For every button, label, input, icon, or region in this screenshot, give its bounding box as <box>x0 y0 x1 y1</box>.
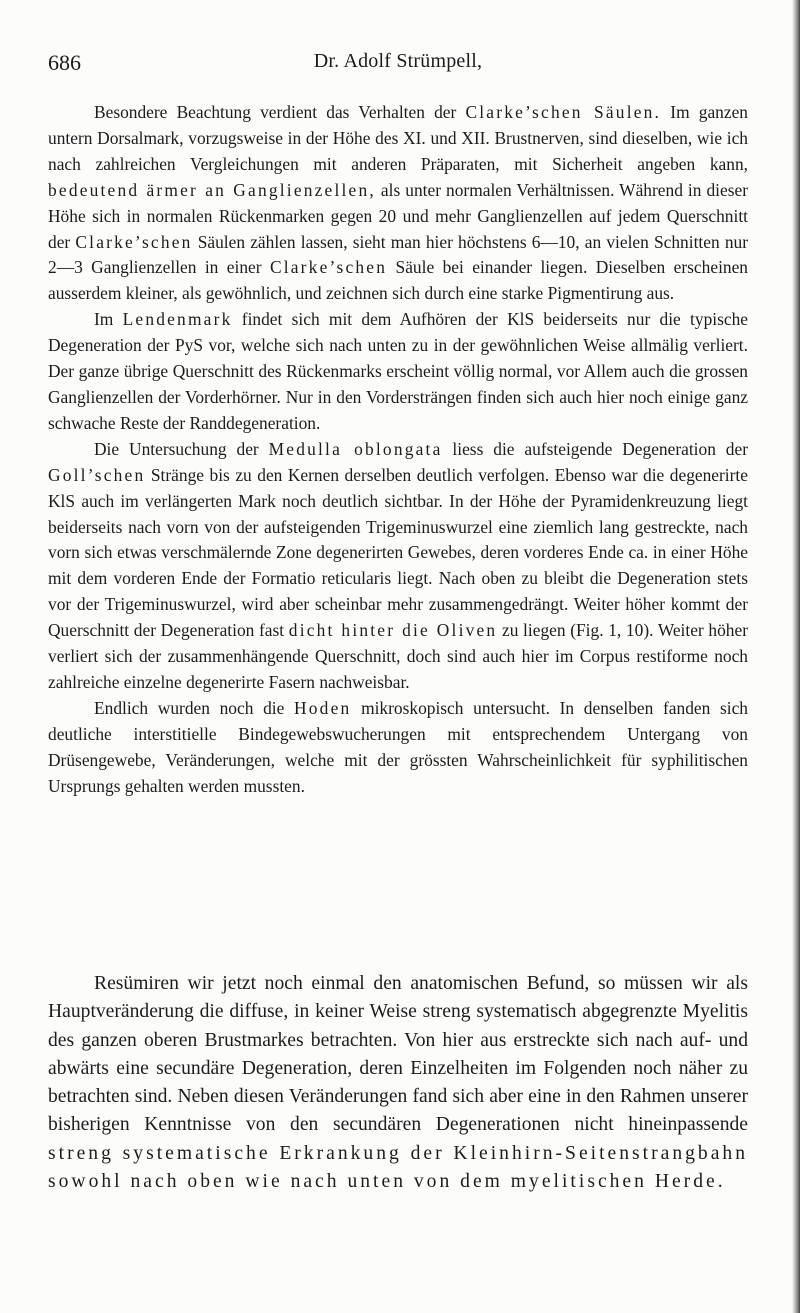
paragraph-medulla-oblongata <box>48 437 748 696</box>
text-run: als unter normalen Verhältnissen. Während in dieser Höhe sich in normalen Rückenmarken gegen 20 und mehr Ganglienzellen auf jedem Querschnitt der <box>48 179 748 252</box>
text-run: Säule bei einander liegen. Dieselben erscheinen ausserdem kleiner, als gewöhnlich, und zeichnen sich durch eine starke Pigmentirung aus. <box>48 257 749 304</box>
text-run: Resümiren wir jetzt noch einmal den anatomischen Befund, so müssen wir als Hauptveränderung die diffuse, in keiner Weise streng systematisch abgegrenzte Myelitis des ganzen oberen Brustmarkes betrachten. Von hier aus erstreckte sich nach auf- und abwärts eine secundäre Degeneration, deren Einzelheiten im Folgenden noch näher zu betrachten sind. Neben diesen Veränderungen fand sich aber eine in den Rahmen unserer bisherigen Kenntnisse von den secundären Degenerationen nicht hineinpassende <box>48 973 748 1136</box>
spaced-emphasis: Clarke’schen <box>75 231 193 252</box>
page-number: 686 <box>48 50 81 75</box>
main-print-section <box>48 970 748 1196</box>
spaced-emphasis: Goll’schen <box>48 464 146 485</box>
spaced-emphasis: Medulla oblongata <box>268 438 443 459</box>
spaced-emphasis: Clarke’schen Säulen. <box>465 102 662 122</box>
paragraph-summary-findings <box>48 970 748 1196</box>
text-run: Besondere Beachtung verdient das Verhalten der <box>94 102 466 122</box>
spaced-emphasis: Hoden <box>294 697 352 718</box>
text-run: Stränge bis zu den Kernen derselben deutlich verfolgen. Ebenso war die degenerirte KlS auch im verlängerten Mark noch deutlich sichtbar. In der Höhe der Pyramidenkreuzung liegt beiderseits nach vorn von der aufsteigenden Trigeminuswurzel eine ziemlich lang gestreckte, nach vorn sich etwas verschmälernde Zone degenerirten Gewebes, deren vorderes Ende ca. in einer Höhe mit dem vorderen Ende der Formatio reticularis liegt. Nach oben zu bleibt die Degeneration stets vor der Trigeminuswurzel, wird aber scheinbar mehr zusammengedrängt. Weiter höher kommt der Querschnitt der Degeneration fast <box>48 464 748 641</box>
paragraph-lumbar-cord <box>48 307 748 437</box>
small-print-section <box>48 100 748 799</box>
paragraph-testes <box>48 696 748 800</box>
text-run: findet sich mit dem Aufhören der KlS beiderseits nur die typische Degeneration der PyS vor, welche sich nach unten zu in der gewöhnlichen Weise allmälig verliert. Der ganze übrige Querschnitt des Rückenmarks erscheint völlig normal, vor Allem auch die grossen Ganglienzellen der Vorderhörner. Nur in den Vordersträngen finden sich auch hier noch einige ganz schwache Reste der Randdegeneration. <box>48 309 749 433</box>
spaced-emphasis: Clarke’schen <box>269 257 388 278</box>
spaced-emphasis: dicht hinter die Oliven <box>288 620 498 641</box>
spaced-emphasis: streng systematische Erkrankung der Kleinhirn-Seitenstrangbahn sowohl nach oben wie nach unten von dem myelitischen Herde. <box>48 1142 748 1193</box>
text-run: Im ganzen untern Dorsalmark, vorzugsweise in der Höhe des XI. und XII. Brustnerven, sind dieselben, wie ich nach zahlreichen Vergleichungen mit anderen Präparaten, mit Sicherheit angeben kann, <box>48 102 749 174</box>
text-run: liess die aufsteigende Degeneration der <box>442 438 749 459</box>
text-run: zu liegen (Fig. 1, 10). Weiter höher verliert sich der zusammenhängende Querschnitt, doch sind auch hier im Corpus restiforme noch zahlreiche einzelne degenerirte Fasern nachweisbar. <box>48 620 748 692</box>
text-run: Säulen zählen lassen, sieht man hier höchstens 6—10, an vielen Schnitten nur 2—3 Ganglienzellen in einer <box>48 231 748 278</box>
spaced-emphasis: Lendenmark <box>122 309 233 330</box>
paragraph-clarke-columns <box>48 100 748 307</box>
text-run: Die Untersuchung der <box>94 438 269 459</box>
text-run: Im <box>94 309 123 330</box>
page-header <box>48 50 748 78</box>
text-run: mikroskopisch untersucht. In denselben fanden sich deutliche interstitielle Bindegewebswucherungen mit entsprechendem Untergang von Drüsengewebe, Veränderungen, welche mit der grössten Wahrscheinlichkeit für syphilitischen Ursprungs gehalten werden mussten. <box>48 697 749 796</box>
spaced-emphasis: bedeutend ärmer an Ganglienzellen, <box>48 179 376 200</box>
text-run: Endlich wurden noch die <box>94 697 295 718</box>
running-head: Dr. Adolf Strümpell, <box>313 50 483 72</box>
page-edge-shadow <box>792 0 800 1313</box>
